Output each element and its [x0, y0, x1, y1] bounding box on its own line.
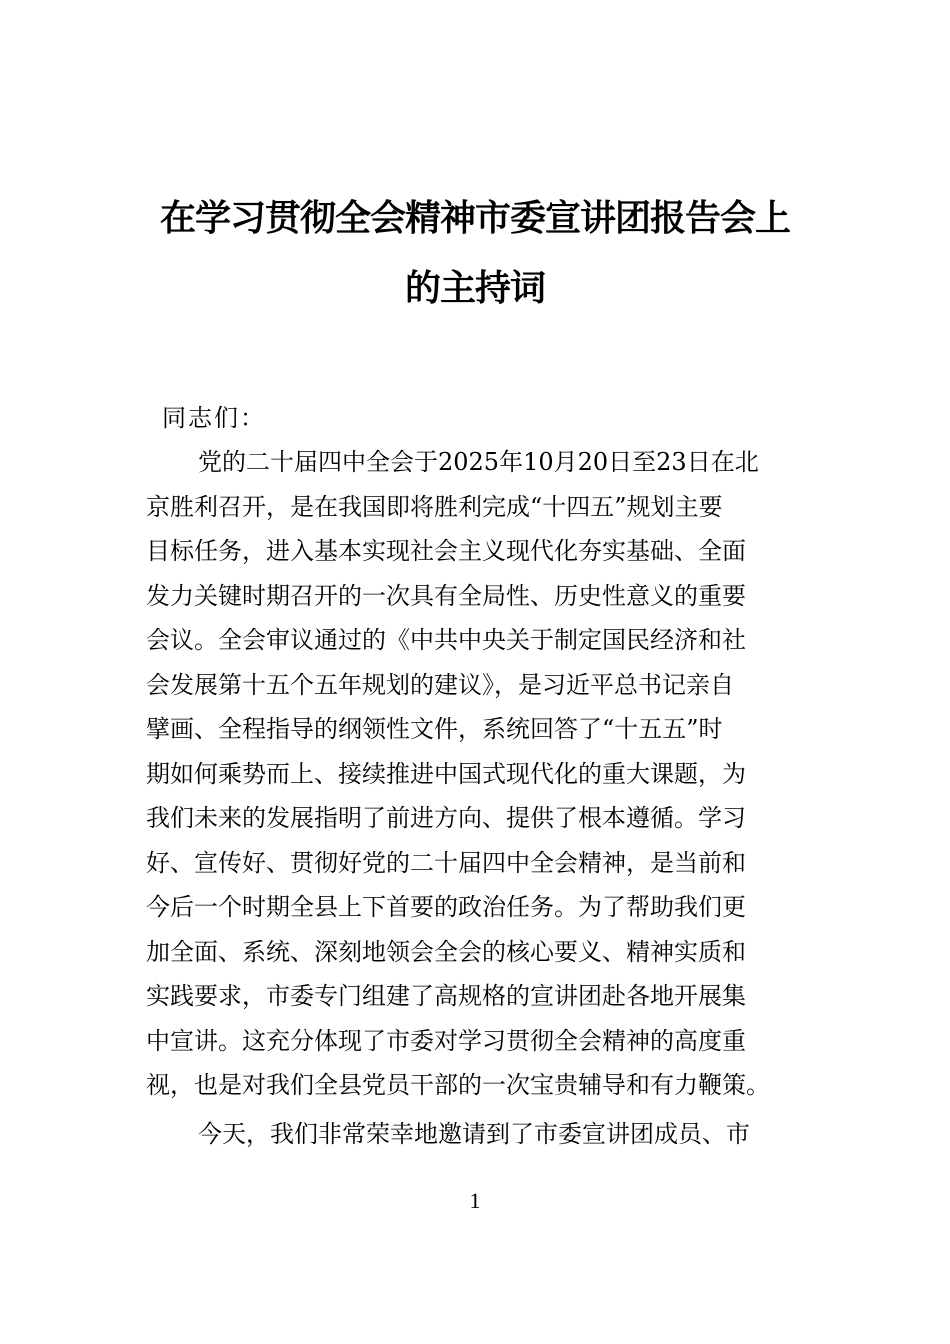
paragraph-1-line: 加全面、系统、深刻地领会全会的核心要义、精神实质和: [146, 937, 746, 966]
document-title-line-2: 的主持词: [404, 267, 545, 309]
paragraph-1-line: 我们未来的发展指明了前进方向、提供了根本遵循。学习: [146, 804, 746, 832]
paragraph-1-line: 目标任务，进入基本实现社会主义现代化夯实基础、全面: [146, 537, 746, 565]
paragraph-1-line: 发力关键时期召开的一次具有全局性、历史性意义的重要: [146, 581, 746, 610]
paragraph-1-line: 期如何乘势而上、接续推进中国式现代化的重大课题，为: [146, 759, 746, 788]
document-title-line-1: 在学习贯彻全会精神市委宣讲团报告会上: [159, 197, 790, 239]
paragraph-1-line: 会议。全会审议通过的《中共中央关于制定国民经济和社: [146, 626, 746, 654]
paragraph-1-line: 今后一个时期全县上下首要的政治任务。为了帮助我们更: [146, 893, 746, 921]
page-number: 1: [469, 1188, 481, 1213]
paragraph-1-line: 视，也是对我们全县党员干部的一次宝贵辅导和有力鞭策。: [146, 1071, 770, 1099]
greeting: 同志们：: [162, 404, 266, 432]
paragraph-2: [146, 1112, 808, 1157]
paragraph-1-line: 好、宣传好、贯彻好党的二十届四中全会精神，是当前和: [146, 848, 746, 877]
paragraph-1-line: 党的二十届四中全会于2025年10月20日至23日在北: [198, 448, 759, 476]
paragraph-1-line: 京胜利召开，是在我国即将胜利完成“十四五”规划主要: [146, 492, 723, 521]
paragraph-1-line: 实践要求，市委专门组建了高规格的宣讲团赴各地开展集: [146, 982, 746, 1010]
paragraph-1-line: 中宣讲。这充分体现了市委对学习贯彻全会精神的高度重: [146, 1026, 746, 1055]
paragraph-2-line: 今天，我们非常荣幸地邀请到了市委宣讲团成员、市: [198, 1120, 750, 1148]
paragraph-1-line: 会发展第十五个五年规划的建议》，是习近平总书记亲自: [146, 670, 734, 699]
paragraph-1-line: 擘画、全程指导的纲领性文件，系统回答了“十五五”时: [146, 715, 723, 743]
paragraph-1: [146, 440, 808, 1108]
